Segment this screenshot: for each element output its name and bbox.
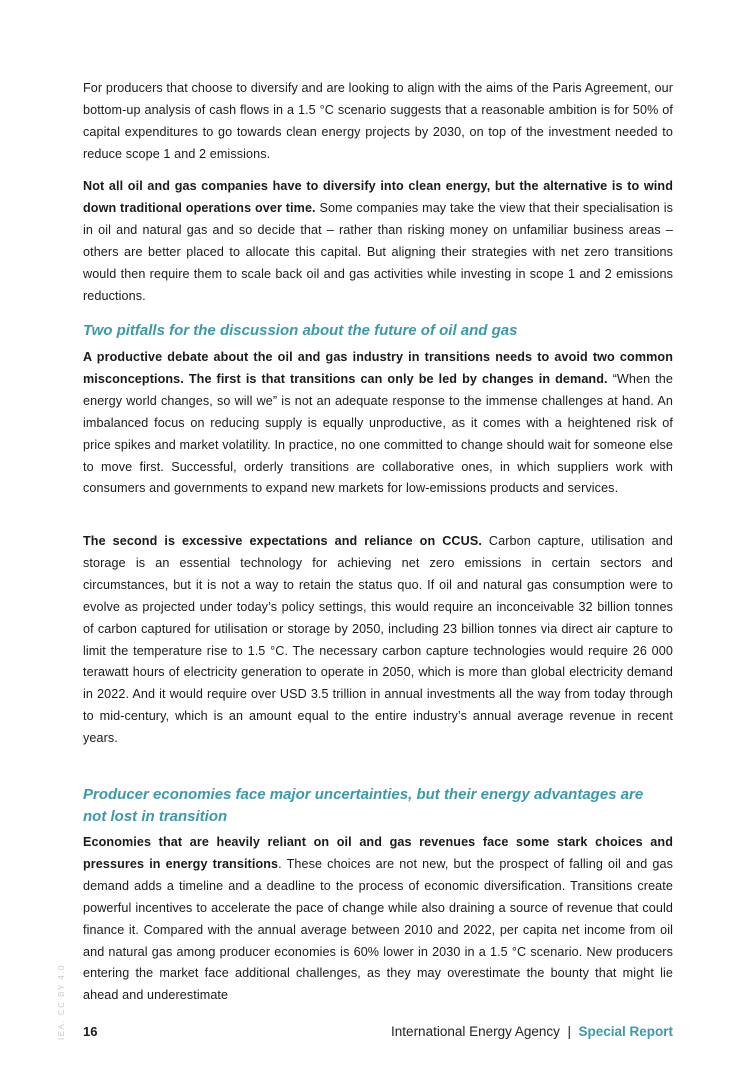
paragraph-lead: A productive debate about the oil and gas industry in transitions needs to avoid two common misconceptions. The first is that transitions can only be led by changes in demand. bbox=[83, 350, 673, 386]
paragraph-lead: The second is excessive expectations and reliance on CCUS. bbox=[83, 534, 482, 548]
paragraph-lead: Economies that are heavily reliant on oil and gas revenues face some stark choices and pressures in energy transitions bbox=[83, 835, 673, 871]
license-watermark: IEA. CC BY 4.0 bbox=[57, 964, 66, 1040]
page-number: 16 bbox=[83, 1024, 98, 1039]
series-name: Special Report bbox=[578, 1024, 673, 1039]
section-heading: Producer economies face major uncertainties, but their energy advantages are not lost in transition bbox=[83, 786, 644, 825]
paragraph-text: For producers that choose to diversify and are looking to align with the aims of the Paris Agreement, our bottom-up analysis of cash flows in a 1.5 °C scenario suggests that a reasonable ambition is for 50% of capital expenditures to go towards clean energy projects by 2030, on top of the investment needed to reduce scope 1 and 2 emissions. bbox=[83, 81, 673, 161]
paragraph-text: Some companies may take the view that their specialisation is in oil and natural gas and so decide that – rather than risking money on unfamiliar business areas – others are better placed to allocate this capital. But aligning their strategies with net zero transitions would then require them to scale back oil and gas activities while investing in scope 1 and 2 emissions reductions. bbox=[83, 200, 673, 303]
paragraph-text: “When the energy world changes, so will we” is not an adequate response to the immense challenges at hand. An imbalanced focus on reducing supply is equally unproductive, as it comes with a heightened risk of price spikes and market volatility. In practice, no one committed to change should wait for someone else to move first. Successful, orderly transitions are collaborative ones, in which suppliers work with consumers and governments to expand new markets for low-emissions products and services. bbox=[83, 371, 673, 496]
paragraph-text: . These choices are not new, but the prospect of falling oil and gas demand adds a timeline and a deadline to the process of economic diversification. Transitions create powerful incentives to accelerate the pace of change while also draining a source of revenue that could finance it. Compared with the annual average between 2010 and 2022, per capita net income from oil and natural gas among producer economies is 60% lower in 2030 in a 1.5 °C scenario. New producers entering the market face additional challenges, as they may overestimate the bounty that might lie ahead and underestimate bbox=[83, 856, 673, 1003]
footer bbox=[391, 1024, 673, 1039]
paragraph bbox=[83, 531, 673, 750]
publisher: International Energy Agency bbox=[391, 1024, 560, 1039]
paragraph bbox=[83, 832, 673, 1007]
paragraph bbox=[83, 347, 673, 500]
separator: | bbox=[567, 1024, 571, 1039]
paragraph-lead: Not all oil and gas companies have to diversify into clean energy, but the alternative is to wind down traditional operations over time. bbox=[83, 179, 673, 215]
paragraph bbox=[83, 78, 673, 166]
paragraph bbox=[83, 176, 673, 307]
paragraph-text: Carbon capture, utilisation and storage is an essential technology for achieving net zero emissions in certain sectors and circumstances, but it is not a way to retain the status quo. If oil and natural gas consumption were to evolve as projected under today’s policy settings, this would require an inconceivable 32 billion tonnes of carbon captured for utilisation or storage by 2050, including 23 billion tonnes via direct air capture to limit the temperature rise to 1.5 °C. The necessary carbon capture technologies would require 26 000 terawatt hours of electricity generation to operate in 2050, which is more than global electricity demand in 2022. And it would require over USD 3.5 trillion in annual investments all the way from today through to mid-century, which is an amount equal to the entire industry’s annual average revenue in recent years. bbox=[83, 534, 673, 746]
section-heading: Two pitfalls for the discussion about the future of oil and gas bbox=[83, 322, 518, 339]
